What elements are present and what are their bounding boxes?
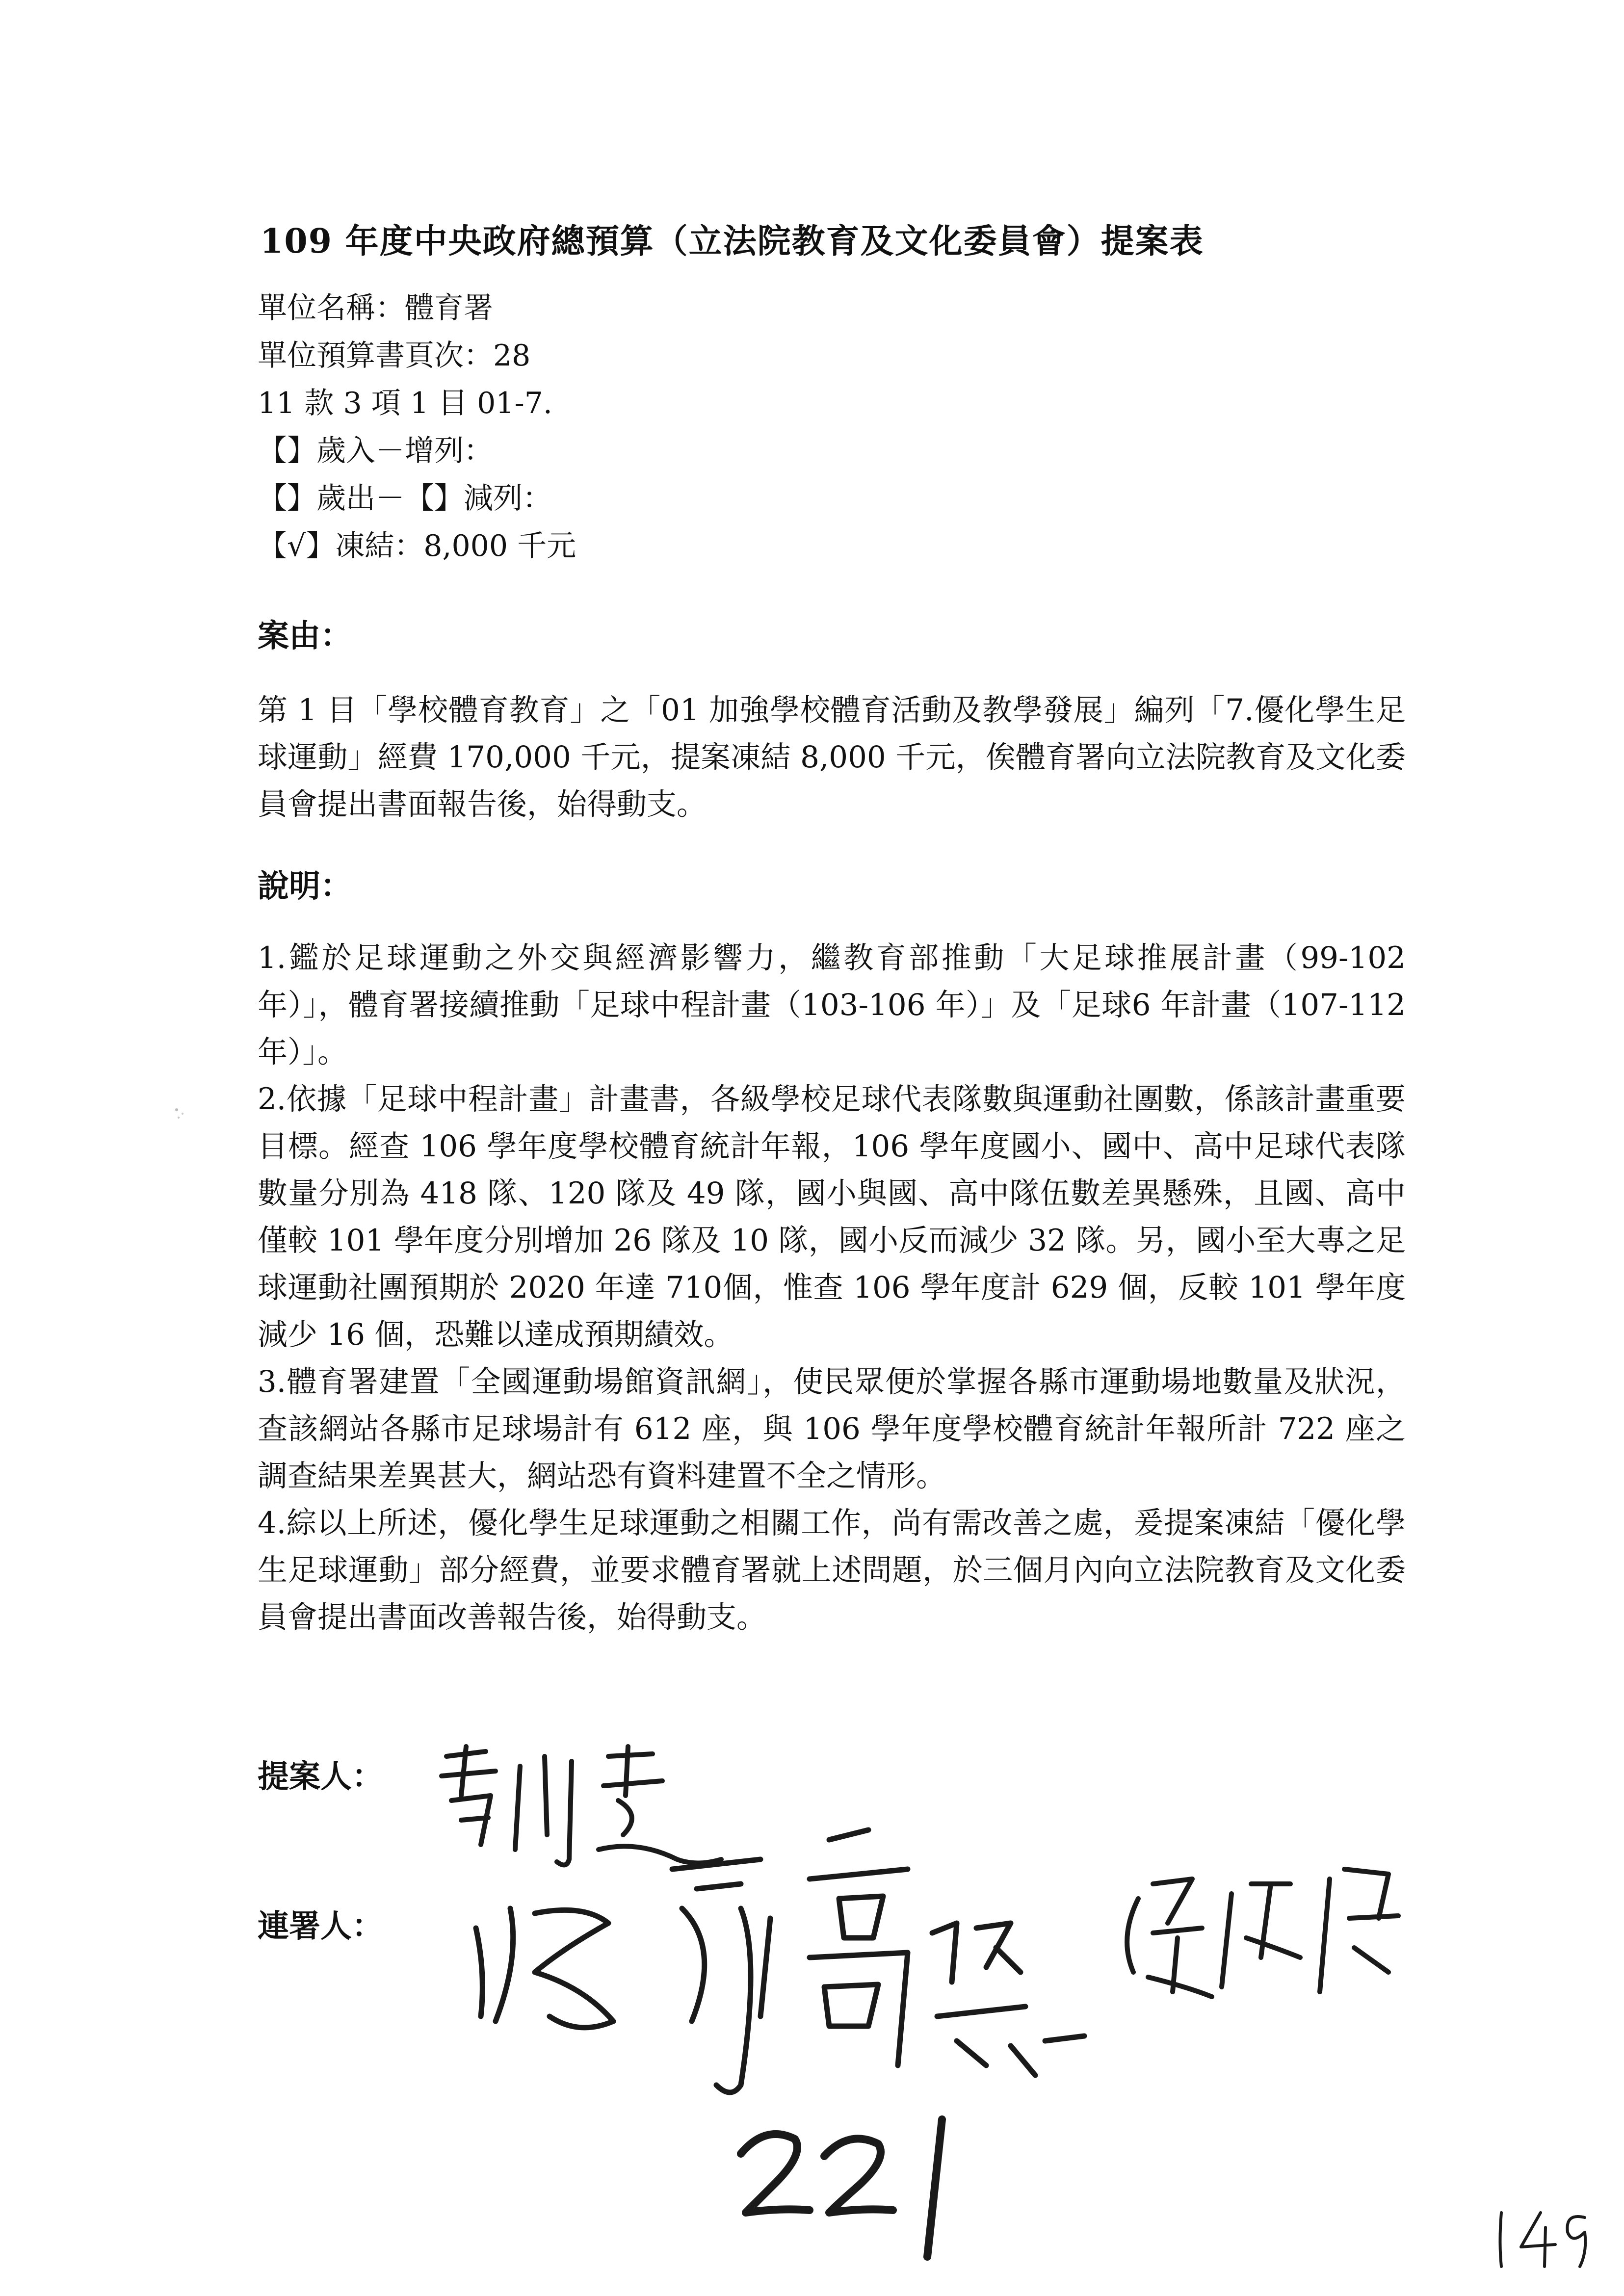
- revenue-line: 【】歲入－增列：: [258, 434, 493, 468]
- explanation-item: 1.鑑於足球運動之外交與經濟影響力，繼教育部推動「大足球推展計畫（99-102 年）」，體育署接續推動「足球中程計畫（103-106 年）」及「足球6 年計畫（107-112 年）」。: [258, 940, 1406, 1070]
- explanation-item: 3.體育署建置「全國運動場館資訊網」，使民眾便於掌握各縣市運動場地數量及狀況，查該網站各縣市足球場計有 612 座，與 106 學年度學校體育統計年報所計 722 座之調查結果差異甚大，網站恐有資料建置不全之情形。: [258, 1364, 1406, 1493]
- cosigner-label: 連署人：: [258, 1908, 383, 1945]
- reason-text: 第 1 目「學校體育教育」之「01 加強學校體育活動及教學發展」編列「7.優化學生足球運動」經費 170,000 千元，提案凍結 8,000 千元，俟體育署向立法院教育及文化委員會提出書面報告後，始得動支。: [258, 693, 1406, 822]
- handwritten-proposal-number: [726, 2110, 981, 2267]
- handwritten-page-number: [1487, 2203, 1595, 2271]
- scan-speck: [172, 1104, 191, 1123]
- unit-name: 單位名稱：體育署: [258, 291, 493, 325]
- expenditure-line: 【】歲出－【】減列：: [258, 481, 552, 516]
- cosigner-signatures: [466, 1810, 1423, 2114]
- proposal-metadata: [258, 285, 576, 570]
- document-title: 109 年度中央政府總預算（立法院教育及文化委員會）提案表: [260, 222, 1204, 261]
- explanation-item: 4.綜以上所述，優化學生足球運動之相關工作，尚有需改善之處，爰提案凍結「優化學生足球運動」部分經費，並要求體育署就上述問題，於三個月內向立法院教育及文化委員會提出書面改善報告後，始得動支。: [258, 1506, 1406, 1635]
- proposer-label: 提案人：: [258, 1758, 383, 1795]
- explanation-heading: 說明：: [258, 868, 352, 905]
- explanation-list: [258, 935, 1406, 1641]
- freeze-line: 【√】凍結：8,000 千元: [258, 529, 576, 563]
- budget-page: 單位預算書頁次：28: [258, 339, 531, 373]
- explanation-item: 2.依據「足球中程計畫」計畫書，各級學校足球代表隊數與運動社團數，係該計畫重要目標。經查 106 學年度學校體育統計年報，106 學年度國小、國中、高中足球代表隊數量分別為 418 隊、120 隊及 49 隊，國小與國、高中隊伍數差異懸殊，且國、高中僅較 101 學年度分別增加 26 隊及 10 隊，國小反而減少 32 隊。另，國小至大專之足球運動社團預期於 2020 年達 710個，惟查 106 學年度計 629 個，反較 101 學年度減少 16 個，恐難以達成預期績效。: [258, 1082, 1406, 1352]
- reason-heading: 案由：: [258, 618, 352, 654]
- item-code: 11 款 3 項 1 目 01-7.: [258, 386, 552, 420]
